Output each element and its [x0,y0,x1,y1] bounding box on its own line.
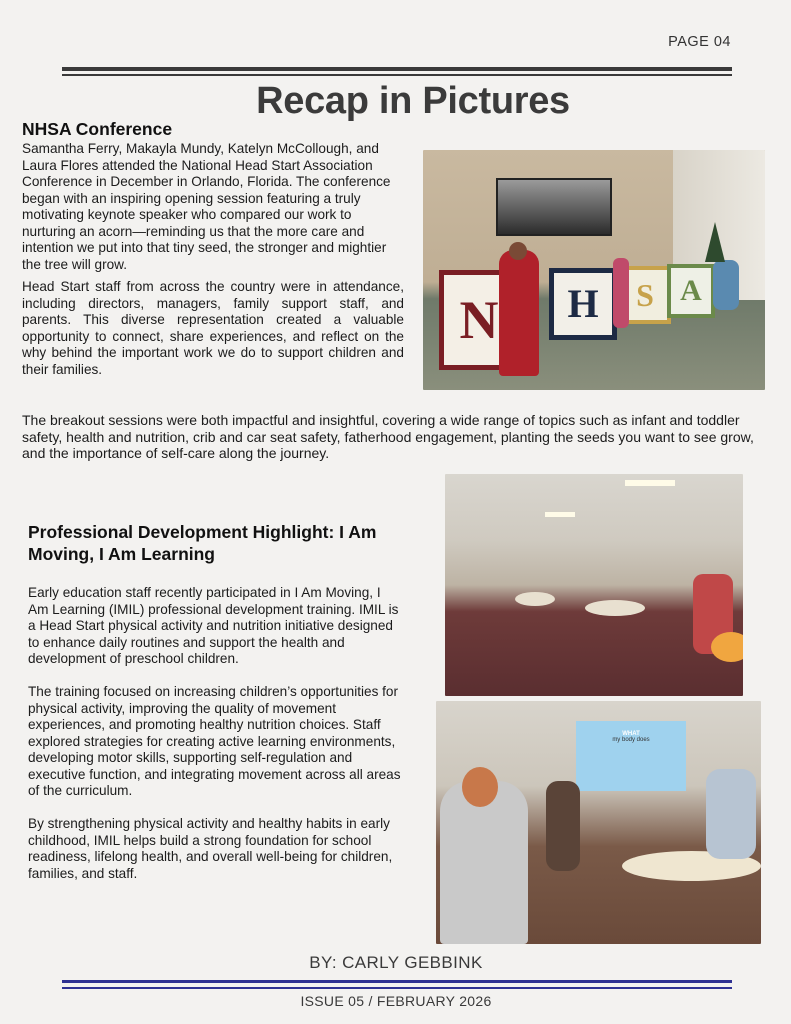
projector-screen [576,721,686,791]
block-letter-s: S [619,266,671,324]
imil-presentation-photo [436,701,761,944]
screen-title: WHAT [622,731,640,737]
imil-heading: Professional Development Highlight: I Am Moving, I Am Learning [28,522,377,564]
page-title: Recap in Pictures [256,80,570,122]
imil-training-room-photo [445,474,743,696]
nhsa-paragraph-2: Head Start staff from across the country were in attendance, including directors, managers, family support staff, and parents. This diverse representation created a valuable opportunity to connect, share experiences, and reflect on the why behind the important work we do to support children and their families. [22,279,404,377]
imil-article [28,585,402,882]
issue-label: ISSUE 05 / FEBRUARY 2026 [300,993,492,1009]
footer-divider [62,980,732,983]
nhsa-heading: NHSA Conference [22,119,173,139]
block-letter-n: N [439,270,519,370]
nhsa-article [22,141,404,378]
nhsa-conference-photo [423,150,765,390]
byline: BY: CARLY GEBBINK [309,953,483,972]
page-number: PAGE 04 [668,34,731,50]
imil-paragraph-3: By strengthening physical activity and healthy habits in early childhood, IMIL helps build a strong foundation for school readiness, lifelong health, and overall well-being for children, families, and staff. [28,816,393,881]
block-letter-a: A [667,264,715,318]
header-divider [62,67,732,71]
header-divider-thin [62,74,732,76]
nhsa-paragraph-1: Samantha Ferry, Makayla Mundy, Katelyn McCollough, and Laura Flores attended the National Head Start Association Conference in December in Orlando, Florida. The conference began with an inspiring opening session featuring a truly motivating keynote speaker who compared our work to nurturing an acorn—reminding us that the more care and intention we put into that tiny seed, the stronger and mightier the tree will grow. [22,141,391,272]
imil-paragraph-1: Early education staff recently participated in I Am Moving, I Am Learning (IMIL) professional development training. IMIL is a Head Start physical activity and nutrition initiative designed to enhance daily routines and support the health and development of preschool children. [28,585,399,666]
imil-paragraph-2: The training focused on increasing children’s opportunities for physical activity, improving the quality of movement experiences, and promoting healthy nutrition choices. Staff explored strategies for creating active learning environments, developing motor skills, supporting self-regulation and executive function, and integrating movement across all areas of the curriculum. [28,684,401,798]
block-letter-h: H [549,268,617,340]
screen-subtitle: my body does [612,737,650,743]
footer-divider-thin [62,987,732,989]
nhsa-paragraph-3: The breakout sessions were both impactful and insightful, covering a wide range of topics such as infant and toddler safety, health and nutrition, crib and car seat safety, fatherhood engagement, planting the seeds you want to see grow, and the importance of self-care along the journey. [22,412,754,461]
